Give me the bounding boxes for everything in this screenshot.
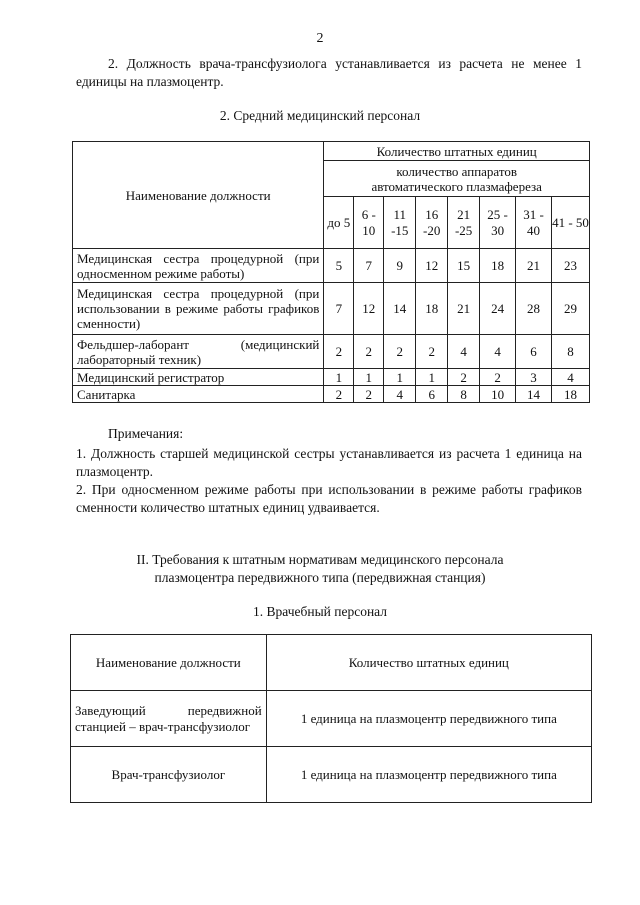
table-row bbox=[73, 369, 590, 386]
cell-value: 1 bbox=[416, 369, 448, 386]
range-header: 41 - 50 bbox=[552, 197, 590, 249]
cell-value: 1 bbox=[354, 369, 384, 386]
table-row bbox=[73, 283, 590, 335]
range-header: 11 -15 bbox=[384, 197, 416, 249]
cell-value: 18 bbox=[480, 249, 516, 283]
position-name: Медицинская сестра процедурной (при использовании в режиме работы графиков сменности) bbox=[73, 283, 324, 335]
cell-value: 2 bbox=[354, 335, 384, 369]
position-name: Фельдшер-лаборант (медицинский лабораторный техник) bbox=[73, 335, 324, 369]
notes-title: Примечания: bbox=[108, 426, 184, 441]
cell-value: 2 bbox=[354, 386, 384, 403]
cell-value: 2 bbox=[324, 386, 354, 403]
cell-value: 1 единица на плазмоцентр передвижного типа bbox=[266, 691, 591, 747]
header-staff-count: Количество штатных единиц bbox=[266, 635, 591, 691]
table-row bbox=[71, 691, 592, 747]
position-name: Врач-трансфузиолог bbox=[71, 747, 267, 803]
header-position-name: Наименование должности bbox=[71, 635, 267, 691]
range-header: до 5 bbox=[324, 197, 354, 249]
cell-value: 29 bbox=[552, 283, 590, 335]
cell-value: 2 bbox=[384, 335, 416, 369]
cell-value: 7 bbox=[324, 283, 354, 335]
cell-value: 1 bbox=[324, 369, 354, 386]
section-ii-title: II. Требования к штатным нормативам медицинского персонала bbox=[136, 552, 504, 567]
cell-value: 1 bbox=[384, 369, 416, 386]
cell-value: 21 bbox=[448, 283, 480, 335]
cell-value: 2 bbox=[416, 335, 448, 369]
cell-value: 14 bbox=[384, 283, 416, 335]
cell-value: 23 bbox=[552, 249, 590, 283]
cell-value: 18 bbox=[552, 386, 590, 403]
cell-value: 12 bbox=[416, 249, 448, 283]
table-row bbox=[71, 747, 592, 803]
cell-value: 4 bbox=[384, 386, 416, 403]
table-row bbox=[73, 386, 590, 403]
cell-value: 2 bbox=[480, 369, 516, 386]
intro-paragraph: 2. Должность врача-трансфузиолога устанавливается из расчета не менее 1 единицы на плазмоцентр. bbox=[76, 56, 582, 89]
cell-value: 24 bbox=[480, 283, 516, 335]
cell-value: 14 bbox=[516, 386, 552, 403]
cell-value: 4 bbox=[480, 335, 516, 369]
page-number: 2 bbox=[316, 31, 324, 46]
range-header: 25 - 30 bbox=[480, 197, 516, 249]
position-name: Медицинский регистратор bbox=[73, 369, 324, 386]
staffing-table-mid-level bbox=[72, 141, 590, 403]
cell-value: 2 bbox=[324, 335, 354, 369]
cell-value: 3 bbox=[516, 369, 552, 386]
position-name: Санитарка bbox=[73, 386, 324, 403]
cell-value: 28 bbox=[516, 283, 552, 335]
cell-value: 18 bbox=[416, 283, 448, 335]
position-name: Медицинская сестра процедурной (при односменном режиме работы) bbox=[73, 249, 324, 283]
note-item: 2. При односменном режиме работы при использовании в режиме работы графиков сменности количество штатных единиц удваивается. bbox=[76, 482, 582, 515]
section-ii-subtitle: 1. Врачебный персонал bbox=[252, 604, 388, 619]
cell-value: 8 bbox=[448, 386, 480, 403]
cell-value: 4 bbox=[552, 369, 590, 386]
header-device-count: количество аппаратов автоматического плазмафереза bbox=[324, 161, 590, 197]
range-header: 21 -25 bbox=[448, 197, 480, 249]
cell-value: 1 единица на плазмоцентр передвижного типа bbox=[266, 747, 591, 803]
staffing-table-mobile-doctors bbox=[70, 634, 592, 803]
range-header: 6 - 10 bbox=[354, 197, 384, 249]
cell-value: 12 bbox=[354, 283, 384, 335]
cell-value: 10 bbox=[480, 386, 516, 403]
cell-value: 9 bbox=[384, 249, 416, 283]
cell-value: 7 bbox=[354, 249, 384, 283]
cell-value: 15 bbox=[448, 249, 480, 283]
cell-value: 8 bbox=[552, 335, 590, 369]
section2-title: 2. Средний медицинский персонал bbox=[219, 108, 421, 123]
position-name: Заведующий передвижной станцией – врач-трансфузиолог bbox=[71, 691, 267, 747]
header-staff-count: Количество штатных единиц bbox=[324, 142, 590, 161]
cell-value: 5 bbox=[324, 249, 354, 283]
cell-value: 2 bbox=[448, 369, 480, 386]
cell-value: 6 bbox=[416, 386, 448, 403]
table-row bbox=[73, 335, 590, 369]
cell-value: 6 bbox=[516, 335, 552, 369]
note-item: 1. Должность старшей медицинской сестры устанавливается из расчета 1 единица на плазмоцентр. bbox=[76, 446, 582, 479]
cell-value: 4 bbox=[448, 335, 480, 369]
range-header: 31 - 40 bbox=[516, 197, 552, 249]
section-ii-title-line2: плазмоцентра передвижного типа (передвижная станция) bbox=[154, 570, 486, 585]
header-position-name: Наименование должности bbox=[73, 142, 324, 249]
table-row bbox=[73, 249, 590, 283]
range-header: 16 -20 bbox=[416, 197, 448, 249]
cell-value: 21 bbox=[516, 249, 552, 283]
